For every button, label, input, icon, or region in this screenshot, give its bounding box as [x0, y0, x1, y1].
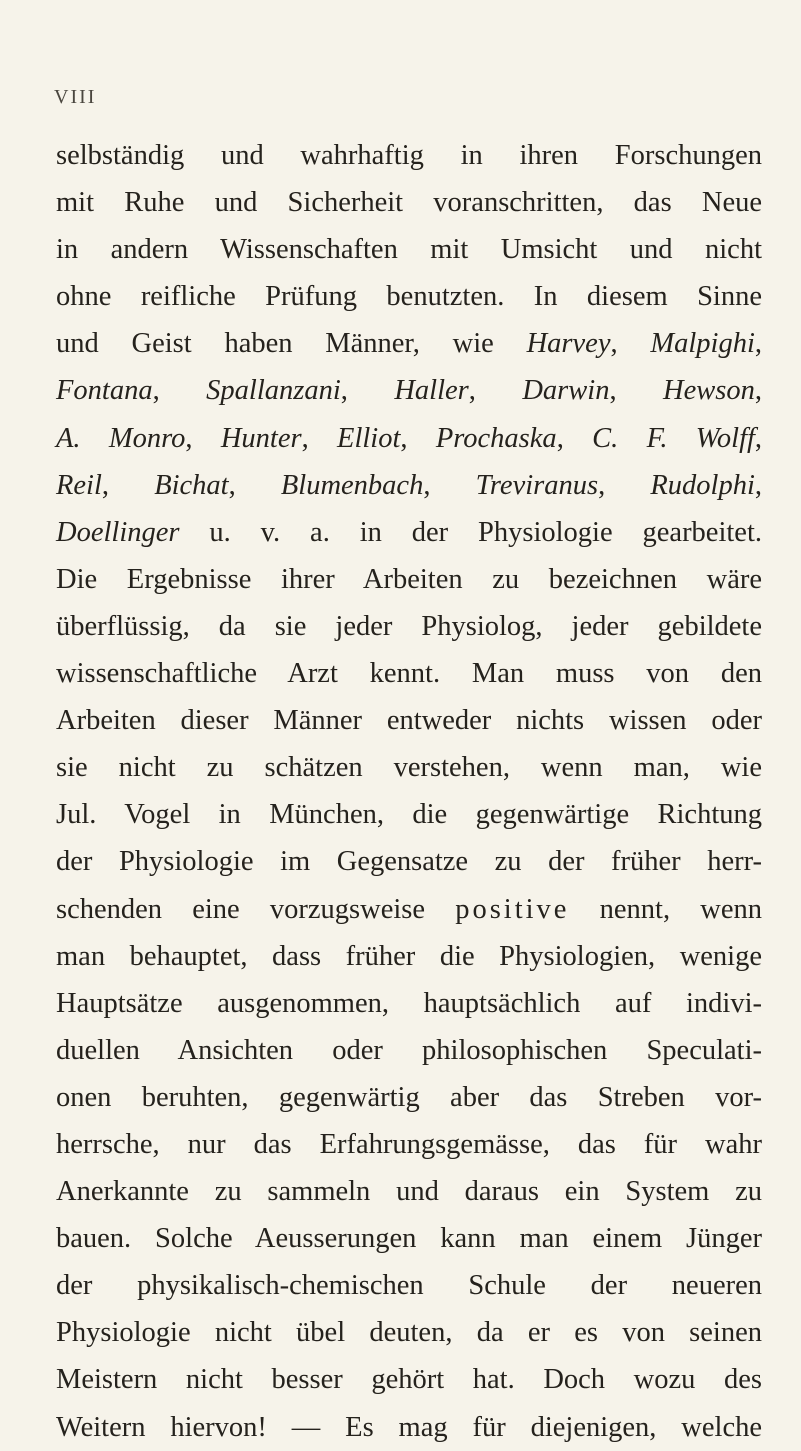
text-line [56, 603, 762, 650]
text-run: Die Ergebnisse ihrer Arbeiten zu bezeichnen wäre [56, 563, 762, 595]
text-run: wissenschaftliche Arzt kennt. Man muss von den [56, 658, 762, 690]
text-run: , [754, 375, 762, 407]
text-run: überflüssig, da sie jeder Physiolog, jeder gebildete [56, 610, 762, 642]
text-line [56, 980, 762, 1027]
italic-name: Reil [56, 469, 102, 501]
text-line [56, 367, 762, 414]
text-run: , [556, 422, 593, 454]
text-line [56, 886, 762, 933]
text-line [56, 791, 762, 838]
text-run: , [468, 375, 523, 407]
text-run: u. v. a. in der Physiologie gearbeitet. [179, 516, 762, 548]
text-line [56, 179, 762, 226]
italic-name: Hunter [220, 422, 302, 454]
text-run: sie nicht zu schätzen verstehen, wenn man, wie [56, 752, 762, 784]
text-line [56, 273, 762, 320]
text-run: man behauptet, dass früher die Physiologien, wenige [56, 940, 762, 972]
text-line [56, 650, 762, 697]
text-run: Physiologie nicht übel deuten, da er es von seinen [56, 1317, 762, 1349]
italic-name: Haller [394, 375, 469, 407]
text-line [56, 838, 762, 885]
text-run: Meistern nicht besser gehört hat. Doch wozu des [56, 1364, 762, 1396]
text-run: , [228, 469, 281, 501]
italic-name: Hewson [663, 375, 755, 407]
text-run: bauen. Solche Aeusserungen kann man einem Jünger [56, 1223, 762, 1255]
italic-name: Prochaska [435, 422, 557, 454]
text-run: der physikalisch-chemischen Schule der neueren [56, 1270, 762, 1302]
text-run: , [301, 422, 338, 454]
text-run: Weitern hiervon! — Es mag für diejenigen, welche [56, 1411, 762, 1443]
text-run: nennt, wenn [569, 893, 762, 925]
italic-name: Darwin [522, 375, 610, 407]
text-line [56, 1262, 762, 1309]
text-line [56, 1027, 762, 1074]
text-line [56, 132, 762, 179]
italic-name: C. F. Wolff [592, 422, 755, 454]
italic-name: Bichat [154, 469, 229, 501]
text-run: der Physiologie im Gegensatze zu der früher herr- [56, 846, 762, 878]
text-run: , [754, 422, 763, 454]
text-run: , [598, 469, 651, 501]
text-line [56, 1404, 762, 1451]
text-run: in andern Wissenschaften mit Umsicht und nicht [56, 234, 762, 266]
text-run: , [610, 328, 651, 360]
text-line [56, 1074, 762, 1121]
text-line [56, 226, 762, 273]
text-line [56, 933, 762, 980]
italic-name: Rudolphi [650, 469, 755, 501]
text-line [56, 415, 762, 462]
page-number: VIII [54, 86, 97, 108]
text-run: ohne reifliche Prüfung benutzten. In diesem Sinne [56, 281, 762, 313]
text-line [56, 744, 762, 791]
text-run: mit Ruhe und Sicherheit voranschritten, das Neue [56, 187, 762, 219]
text-run: , [754, 328, 762, 360]
text-run: , [340, 375, 395, 407]
text-run: schenden eine vorzugsweise [56, 893, 456, 925]
text-line [56, 1309, 762, 1356]
text-run: , [400, 422, 436, 454]
text-run: Jul. Vogel in München, die gegenwärtige Richtung [56, 799, 762, 831]
text-line [56, 1168, 762, 1215]
body-text [56, 132, 762, 1451]
text-run: Hauptsätze ausgenommen, hauptsächlich auf indivi- [56, 987, 762, 1019]
text-run: , [101, 469, 155, 501]
text-run: Arbeiten dieser Männer entweder nichts wissen oder [56, 705, 762, 737]
italic-name: Elliot [337, 422, 401, 454]
text-line [56, 320, 762, 367]
italic-name: A. Monro [56, 422, 186, 454]
italic-name: Fontana [56, 375, 153, 407]
text-run: herrsche, nur das Erfahrungsgemässe, das für wahr [56, 1128, 762, 1160]
text-line [56, 1356, 762, 1403]
text-line [56, 556, 762, 603]
text-run: , [423, 469, 476, 501]
text-run: , [609, 375, 664, 407]
text-run: , [754, 469, 762, 501]
text-run: und Geist haben Männer, wie [56, 328, 527, 360]
text-line [56, 462, 762, 509]
text-run: Anerkannte zu sammeln und daraus ein System zu [56, 1176, 762, 1208]
text-run: onen beruhten, gegenwärtig aber das Streben vor- [56, 1081, 762, 1113]
text-run: , [152, 375, 207, 407]
text-line [56, 1121, 762, 1168]
text-line [56, 1215, 762, 1262]
italic-name: Doellinger [56, 516, 180, 548]
text-run: duellen Ansichten oder philosophischen Speculati- [56, 1034, 762, 1066]
italic-name: Treviranus [475, 469, 599, 501]
text-run: selbständig und wahrhaftig in ihren Forschungen [56, 140, 762, 171]
spaced-emphasis: positive [455, 893, 570, 925]
text-line [56, 509, 762, 556]
text-run: , [185, 422, 221, 454]
text-line [56, 697, 762, 744]
italic-name: Malpighi [650, 328, 755, 360]
italic-name: Harvey [526, 328, 611, 360]
italic-name: Blumenbach [280, 469, 424, 501]
italic-name: Spallanzani [206, 375, 341, 407]
